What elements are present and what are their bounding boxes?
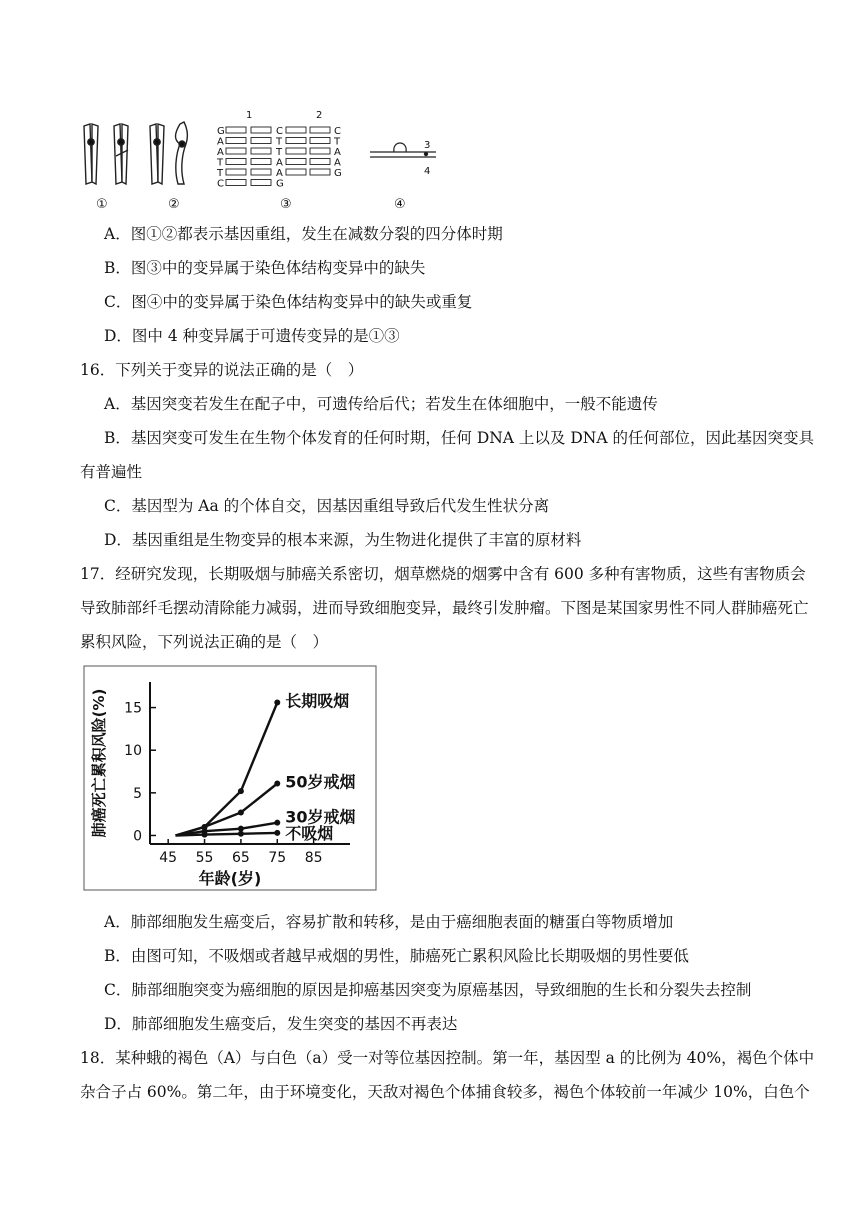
base-pair-bar [286,169,306,175]
q18-stem-1: 18．某种蛾的褐色（A）与白色（a）受一对等位基因控制。第一年，基因型 a 的比例为 40%，褐色个体中 [80,1049,815,1067]
y-tick-label: 10 [124,743,142,760]
dna-base: C [334,126,341,137]
x-tick-label: 45 [159,850,178,866]
q15-option-b: B．图③中的变异属于染色体结构变异中的缺失 [104,259,426,277]
y-tick-label: 5 [133,785,142,802]
dna-base: T [276,147,283,158]
series-label: 50岁戒烟 [285,772,356,792]
base-pair-bar [251,127,271,133]
dna-base: A [334,147,341,158]
base-pair-bar [226,169,246,175]
base-pair-bar [286,159,306,165]
q16-option-b-cont: 有普遍性 [80,463,143,481]
q15-option-d: D．图中 4 种变异属于可遗传变异的是①③ [104,327,400,345]
base-pair-bar [251,159,271,165]
base-pair-bar [310,138,330,144]
y-tick-label: 0 [133,828,142,845]
dna-base: C [217,178,224,190]
y-axis-label: 肺癌死亡累积风险(%) [90,688,108,838]
dna-base: T [334,136,341,148]
base-pair-bar [286,148,306,154]
dna-base: A [276,168,283,179]
dna-base: A [276,157,283,169]
q17-option-c: C．肺部细胞突变为癌细胞的原因是抑癌基因突变为原癌基因，导致细胞的生长和分裂失去控制 [104,981,752,999]
data-point [274,699,280,705]
data-point [238,826,244,832]
base-pair-bar [251,180,271,186]
dna-base: A [217,136,224,148]
series-label: 不吸烟 [285,823,334,843]
x-tick-label: 65 [231,850,250,866]
dna-base: A [217,147,224,158]
q17-stem-3: 累积风险，下列说法正确的是（ ） [80,633,329,651]
dna-base: T [276,136,283,148]
q17-option-b: B．由图可知，不吸烟或者越早戒烟的男性，肺癌死亡累积风险比长期吸烟的男性要低 [104,947,689,965]
x-axis-label: 年龄(岁) [198,869,262,888]
q17-option-d: D．肺部细胞发生癌变后，发生突变的基因不再表达 [104,1015,458,1033]
base-pair-bar [310,127,330,133]
q15-option-c: C．图④中的变异属于染色体结构变异中的缺失或重复 [104,293,473,311]
data-point [238,809,244,815]
diagram-label-1: ① [96,197,108,212]
data-point [274,820,280,826]
q16-option-b: B．基因突变可发生在生物个体发育的任何时期，任何 DNA 上以及 DNA 的任何部位，因此基因突变具 [104,429,814,447]
base-pair-bar [226,180,246,186]
x-tick-label: 85 [304,850,323,866]
data-point [274,830,280,836]
chrom-label-2: 2 [316,110,323,121]
base-pair-bar [251,169,271,175]
base-pair-bar [226,148,246,154]
loop-label-3: 3 [424,140,431,151]
dna-base: C [276,126,283,137]
chrom-label-1: 1 [246,110,253,121]
q16-option-d: D．基因重组是生物变异的根本来源，为生物进化提供了丰富的原材料 [104,531,582,549]
dna-base: T [217,168,224,179]
base-pair-bar [310,169,330,175]
base-pair-bar [251,138,271,144]
q15-option-a: A．图①②都表示基因重组，发生在减数分裂的四分体时期 [104,225,503,243]
series-label: 30岁戒烟 [285,807,356,827]
data-point [238,831,244,837]
q17-option-a: A．肺部细胞发生癌变后，容易扩散和转移，是由于癌细胞表面的糖蛋白等物质增加 [104,913,674,931]
q17-stem-2: 导致肺部纤毛摆动清除能力减弱，进而导致细胞变异，最终引发肿瘤。下图是某国家男性不同人群肺癌死亡 [80,599,809,617]
q17-stem-1: 17．经研究发现，长期吸烟与肺癌关系密切，烟草燃烧的烟雾中含有 600 多种有害物质，这些有害物质会 [80,565,806,583]
dna-base: T [217,157,224,169]
base-pair-bar [226,127,246,133]
base-pair-bar [251,148,271,154]
base-pair-bar [286,127,306,133]
variation-diagrams [76,104,456,216]
data-point [238,788,244,794]
dna-ladder [216,110,342,190]
base-pair-bar [226,159,246,165]
y-tick-label: 15 [124,700,142,717]
base-pair-bar [310,148,330,154]
chromosome-pair-1 [84,124,128,184]
dna-base: G [276,178,284,190]
q18-stem-2: 杂合子占 60%。第二年，由于环境变化，天敌对褐色个体捕食较多，褐色个体较前一年减少 10%，白色个 [80,1083,810,1101]
lung-cancer-risk-chart [80,662,380,894]
diagram-label-2: ② [168,197,180,212]
base-pair-bar [310,159,330,165]
diagram-label-4: ④ [394,197,406,212]
base-pair-bar [226,138,246,144]
data-point [274,780,280,786]
series-label: 长期吸烟 [285,691,350,711]
dna-base: G [334,168,342,179]
x-tick-label: 75 [268,850,287,866]
base-pair-bar [286,138,306,144]
x-tick-label: 55 [195,850,214,866]
chromosome-pair-2 [150,122,187,184]
dna-base: G [217,126,225,137]
dna-base: A [334,157,341,169]
diagram-label-3: ③ [280,197,292,212]
q16-option-c: C．基因型为 Aa 的个体自交，因基因重组导致后代发生性状分离 [104,497,550,515]
loop-label-4: 4 [424,166,431,177]
q16-option-a: A．基因突变若发生在配子中，可遗传给后代；若发生在体细胞中，一般不能遗传 [104,395,658,413]
data-point [202,832,208,838]
q16-stem: 16．下列关于变异的说法正确的是（ ） [80,361,364,379]
